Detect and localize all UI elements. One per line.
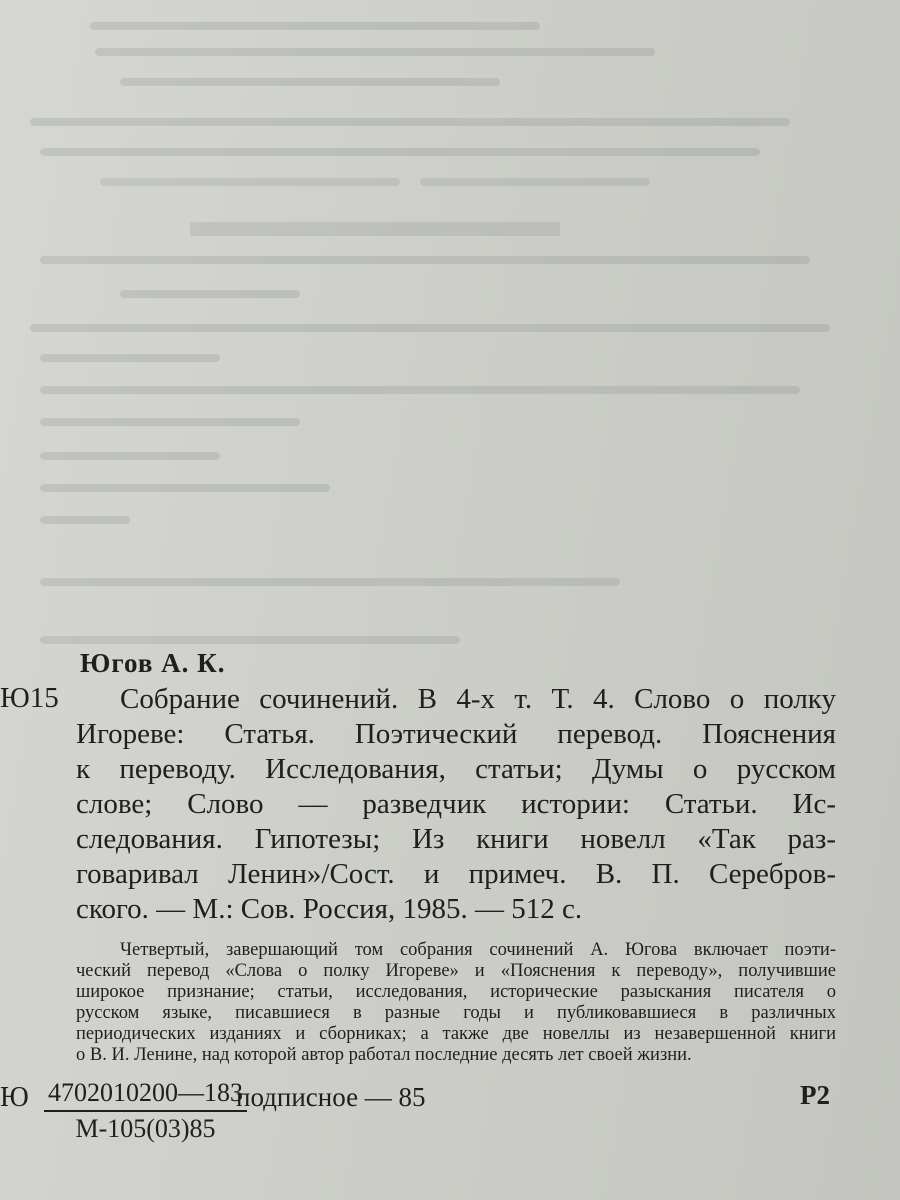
fraction-denominator: М-105(03)85 xyxy=(75,1114,216,1143)
annotation-line: Четвертый, завершающий том собрания сочинений А. Югова включает поэти- xyxy=(120,940,836,960)
entry-line: Собрание сочинений. В 4-х т. Т. 4. Слово о полку xyxy=(120,683,836,715)
annotation-line: периодических изданиях и сборниках; а также две новеллы из незавершенной книги xyxy=(76,1024,836,1044)
annotation-line: ческий перевод «Слова о полку Игореве» и «Пояснения к переводу», получившие xyxy=(76,961,836,981)
bbk-code: Р2 xyxy=(800,1080,830,1110)
index-prefix: Ю xyxy=(0,1082,29,1113)
entry-line: говаривал Ленин»/Сост. и примеч. В. П. Серебров- xyxy=(76,858,836,890)
annotation-paragraph xyxy=(76,940,836,1066)
annotation-line: русском языке, писавшиеся в разные годы и публиковавшиеся в различных xyxy=(76,1003,836,1023)
annotation-line: широкое признание; статьи, исследования, исторические разыскания писателя о xyxy=(76,982,836,1002)
subscription-note: подписное — 85 xyxy=(236,1082,426,1112)
annotation-line: о В. И. Ленине, над которой автор работал последние десять лет своей жизни. xyxy=(76,1045,692,1065)
entry-line: следования. Гипотезы; Из книги новелл «Так раз- xyxy=(76,823,836,855)
entry-line: ского. — М.: Сов. Россия, 1985. — 512 с. xyxy=(76,893,583,925)
index-fraction xyxy=(44,1078,247,1144)
entry-line: Игореве: Статья. Поэтический перевод. Пояснения xyxy=(76,718,836,750)
bibliographic-entry xyxy=(76,682,836,927)
author-name: Югов А. К. xyxy=(80,648,226,678)
entry-line: слове; Слово — разведчик истории: Статьи. Ис- xyxy=(76,788,836,820)
fraction-numerator: 4702010200—183 xyxy=(48,1078,243,1107)
classification-code: Ю15 xyxy=(0,682,59,714)
entry-line: к переводу. Исследования, статьи; Думы о русском xyxy=(76,753,836,785)
